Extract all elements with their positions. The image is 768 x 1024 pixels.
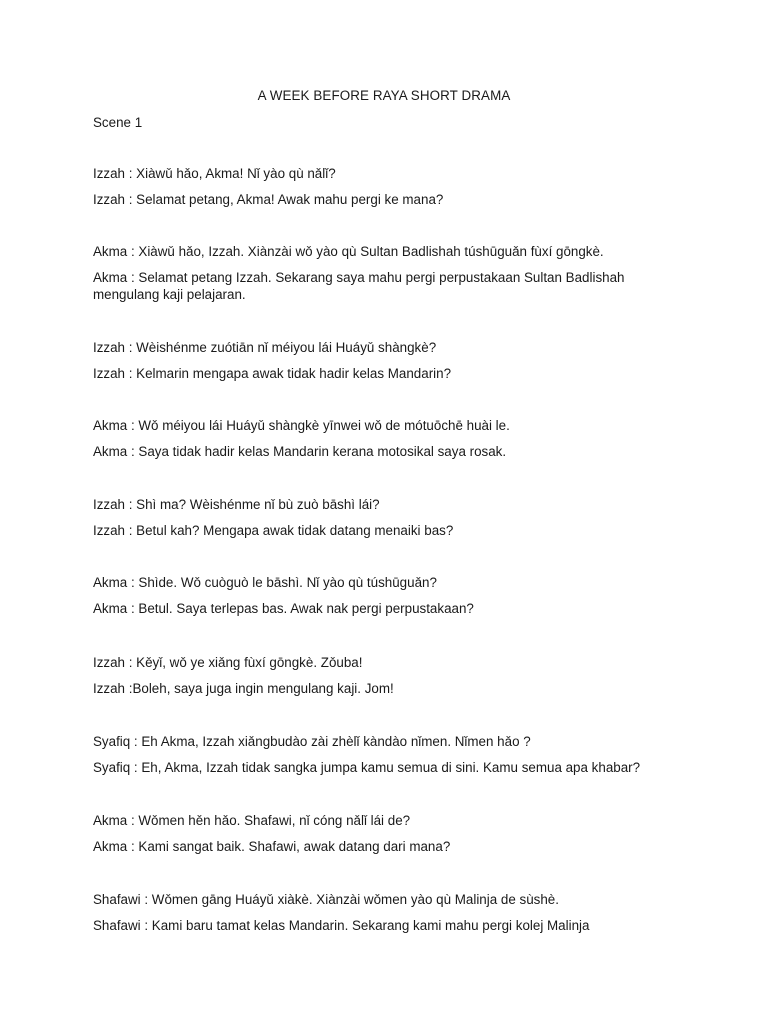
dialogue-line: Akma : Wǒ méiyou lái Huáyǔ shàngkè yīnwei wǒ de mótuōchē huài le. — [93, 418, 510, 433]
dialogue-line: Akma : Saya tidak hadir kelas Mandarin kerana motosikal saya rosak. — [93, 444, 507, 459]
scene-heading: Scene 1 — [93, 115, 143, 130]
dialogue-line: Akma : Xiàwǔ hǎo, Izzah. Xiànzài wǒ yào qù Sultan Badlishah túshūguǎn fùxí gōngkè. — [93, 244, 604, 259]
dialogue-line: Shafawi : Kami baru tamat kelas Mandarin. Sekarang kami mahu pergi kolej Malinja — [93, 918, 590, 933]
dialogue-line: Akma : Shìde. Wǒ cuòguò le bāshì. Nǐ yào qù túshūguǎn? — [93, 575, 437, 590]
dialogue-line: Akma : Betul. Saya terlepas bas. Awak nak pergi perpustakaan? — [93, 601, 474, 616]
dialogue-line: Izzah : Shì ma? Wèishénme nǐ bù zuò bāshì lái? — [93, 497, 380, 512]
dialogue-line: Izzah : Wèishénme zuótiān nǐ méiyou lái Huáyǔ shàngkè? — [93, 340, 437, 355]
dialogue-line: Izzah : Xiàwǔ hǎo, Akma! Nǐ yào qù nǎlǐ? — [93, 166, 336, 181]
dialogue-line: Akma : Selamat petang Izzah. Sekarang saya mahu pergi perpustakaan Sultan Badlishah mengulang kaji pelajaran. — [93, 270, 629, 302]
dialogue-line: Akma : Wǒmen hěn hǎo. Shafawi, nǐ cóng nǎlǐ lái de? — [93, 813, 411, 828]
dialogue-line: Syafiq : Eh Akma, Izzah xiǎngbudào zài zhèlǐ kàndào nǐmen. Nǐmen hǎo ? — [93, 734, 531, 749]
dialogue-line: Akma : Kami sangat baik. Shafawi, awak datang dari mana? — [93, 839, 451, 854]
dialogue-line: Izzah : Kěyǐ, wǒ ye xiǎng fùxí gōngkè. Zǒuba! — [93, 655, 363, 670]
dialogue-line: Izzah : Betul kah? Mengapa awak tidak datang menaiki bas? — [93, 523, 454, 538]
dialogue-line: Syafiq : Eh, Akma, Izzah tidak sangka jumpa kamu semua di sini. Kamu semua apa khabar? — [93, 760, 641, 775]
dialogue-line: Izzah : Kelmarin mengapa awak tidak hadir kelas Mandarin? — [93, 366, 452, 381]
dialogue-line: Shafawi : Wǒmen gāng Huáyǔ xiàkè. Xiànzài wǒmen yào qù Malinja de sùshè. — [93, 892, 559, 907]
dialogue-line: Izzah :Boleh, saya juga ingin mengulang kaji. Jom! — [93, 681, 394, 696]
document-title: A WEEK BEFORE RAYA SHORT DRAMA — [257, 88, 511, 103]
dialogue-line: Izzah : Selamat petang, Akma! Awak mahu pergi ke mana? — [93, 192, 444, 207]
